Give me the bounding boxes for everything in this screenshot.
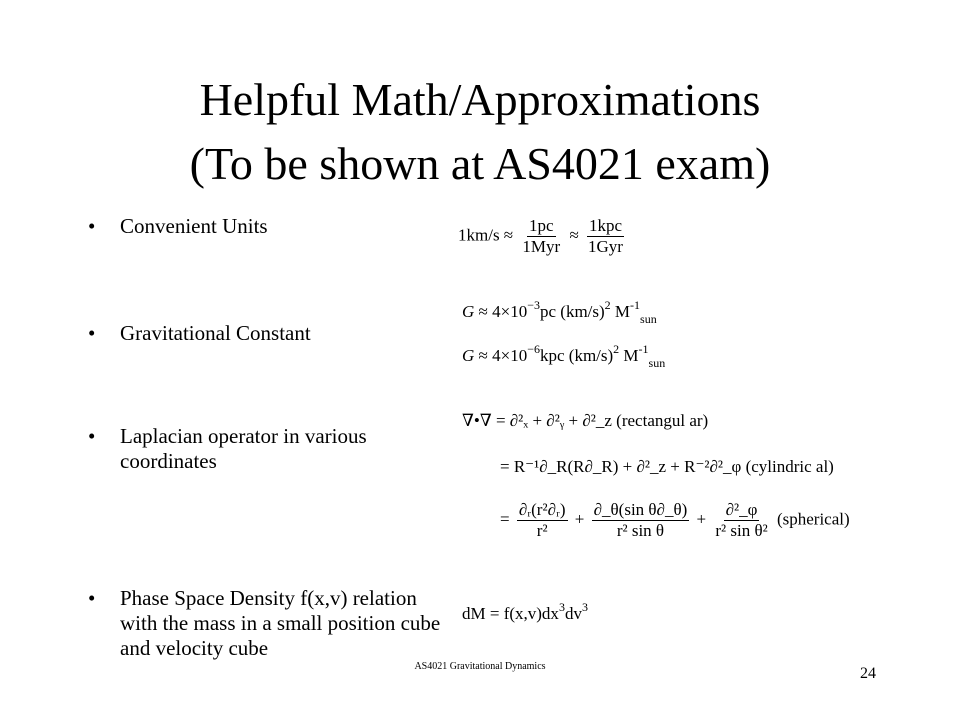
bullet-item: [88, 321, 448, 346]
fraction-den: r² sin θ²: [715, 521, 768, 540]
g-symbol: G: [462, 302, 475, 321]
g-unit-exponent: 2: [604, 298, 611, 312]
g-value: ≈ 4×10: [474, 346, 528, 365]
g-value: ≈ 4×10: [474, 302, 528, 321]
laplacian-cylindrical: = R⁻¹∂_R(R∂_R) + ∂²_z + R⁻²∂²_φ (cylindric al): [500, 457, 834, 476]
coordinate-label: (spherical): [776, 509, 850, 529]
laplacian-spherical: [500, 500, 850, 541]
g-symbol: G: [462, 346, 475, 365]
phase-text: dM = f(x,v)dx: [462, 604, 559, 623]
fraction-azimuthal: [713, 500, 769, 541]
mass-exponent: -1: [638, 342, 649, 356]
g-unit: pc (km/s): [539, 302, 605, 321]
equals-symbol: =: [500, 509, 510, 529]
slide-title: [0, 68, 960, 196]
fraction-den: r²: [536, 521, 548, 540]
gravitational-constant-pc: [462, 298, 657, 327]
mass-symbol: M: [619, 346, 639, 365]
bullet-dot-icon: •: [88, 214, 96, 238]
fraction-pc-myr: [520, 216, 562, 257]
mass-subscript: sun: [648, 356, 666, 370]
bullet-text: Convenient Units: [120, 214, 268, 238]
fraction-num: 1kpc: [588, 216, 623, 235]
fraction-polar: [592, 500, 690, 541]
bullet-item: [88, 424, 450, 474]
units-lhs: 1km/s ≈: [458, 225, 514, 245]
phase-exponent: 3: [581, 600, 588, 614]
bullet-text: Gravitational Constant: [120, 321, 311, 345]
title-line-1: Helpful Math/Approximations: [199, 74, 761, 125]
units-equation: [458, 216, 628, 257]
mass-exponent: -1: [630, 298, 641, 312]
title-line-2: (To be shown at AS4021 exam): [189, 138, 771, 189]
fraction-num: ∂_θ(sin θ∂_θ): [593, 500, 688, 519]
mass-subscript: sun: [640, 312, 657, 326]
g-exponent: −6: [527, 342, 540, 356]
fraction-num: ∂²_φ: [725, 500, 758, 519]
gravitational-constant-kpc: [462, 342, 665, 371]
bullet-item: [88, 214, 448, 239]
phase-space-mass-equation: [462, 600, 588, 624]
g-exponent: −3: [527, 298, 540, 312]
bullet-text: Laplacian operator in various coordinates: [120, 424, 367, 473]
bullet-item: [88, 586, 450, 661]
g-unit: kpc (km/s): [539, 346, 614, 365]
fraction-den: 1Gyr: [588, 237, 623, 256]
page-number: 24: [860, 665, 876, 682]
bullet-text: Phase Space Density f(x,v) relation with the mass in a small position cube and velocity cube: [120, 586, 441, 660]
plus-symbol: +: [696, 509, 707, 529]
fraction-radial: [517, 500, 568, 541]
bullet-dot-icon: •: [88, 586, 96, 610]
mass-symbol: M: [610, 302, 631, 321]
fraction-num: ∂ᵣ(r²∂ᵣ): [518, 500, 566, 519]
footer-course-name: AS4021 Gravitational Dynamics: [414, 661, 546, 672]
fraction-den: 1Myr: [522, 237, 561, 256]
phase-velocity: dv: [564, 604, 582, 623]
approx-symbol: ≈: [569, 225, 579, 245]
bullet-dot-icon: •: [88, 321, 96, 345]
bullet-list: [88, 214, 448, 660]
bullet-dot-icon: •: [88, 424, 96, 448]
plus-symbol: +: [574, 509, 585, 529]
g-unit-exponent: 2: [613, 342, 620, 356]
laplacian-rectangular: ∇•∇ = ∂²ₓ + ∂²ᵧ + ∂²_z (rectangul ar): [462, 411, 709, 430]
fraction-num: 1pc: [529, 216, 554, 235]
fraction-den: r² sin θ: [616, 521, 665, 540]
phase-exponent: 3: [558, 600, 565, 614]
fraction-kpc-gyr: [586, 216, 625, 257]
